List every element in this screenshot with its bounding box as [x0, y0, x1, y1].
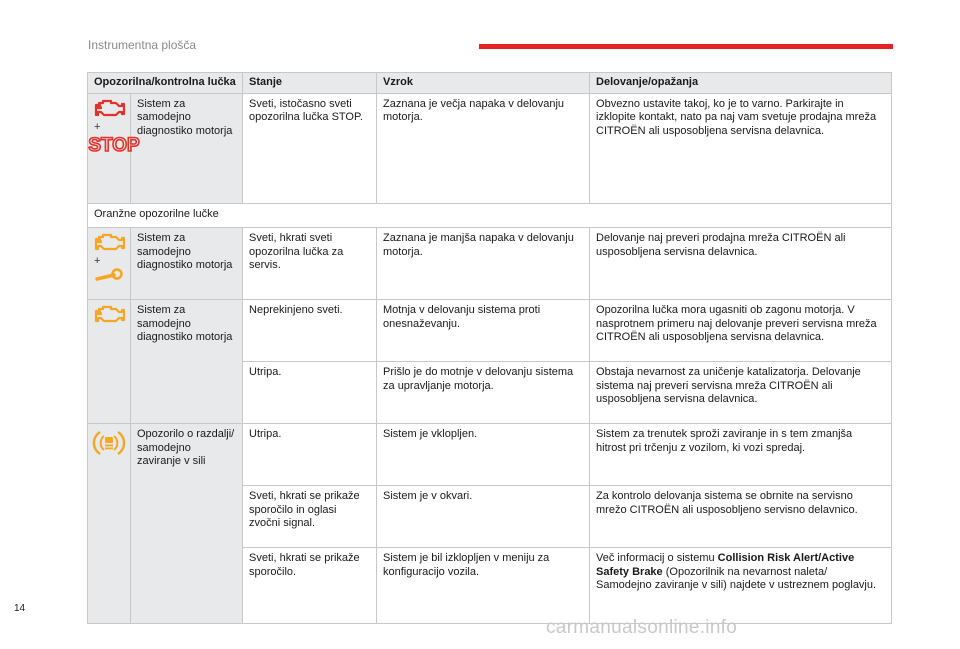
- vzrok-cell: Motnja v delovanju sistema proti onesnaževanju.: [377, 300, 590, 362]
- delovanje-cell: Obvezno ustavite takoj, ko je to varno. Parkirajte in izklopite kontakt, nato pa naj vam svetuje prodajna mreža CITROËN ali usposobljena servisna delavnica.: [590, 93, 892, 203]
- delovanje-text-pre: Več informacij o sistemu: [596, 552, 718, 564]
- stanje-cell: Utripa.: [243, 362, 377, 424]
- lamp-name: Sistem za samodejno diagnostiko motorja: [131, 93, 243, 203]
- table-row: [88, 424, 892, 486]
- icon-cell: [88, 424, 131, 624]
- table-header-row: [88, 73, 892, 94]
- header-delovanje: Delovanje/opažanja: [590, 73, 892, 94]
- delovanje-cell: Opozorilna lučka mora ugasniti ob zagonu motorja. V nasprotnem primeru naj delovanje preveri servisna mreža CITROËN ali usposobljena servisna delavnica.: [590, 300, 892, 362]
- lamp-name: Sistem za samodejno diagnostiko motorja: [131, 228, 243, 300]
- stanje-cell: Neprekinjeno sveti.: [243, 300, 377, 362]
- header-lamp: Opozorilna/kontrolna lučka: [88, 73, 243, 94]
- vzrok-cell: Prišlo je do motnje v delovanju sistema za upravljanje motorja.: [377, 362, 590, 424]
- engine-warning-icon: [94, 304, 126, 326]
- header-stanje: Stanje: [243, 73, 377, 94]
- delovanje-text-bold: Collision Risk Alert/Active Safety Brake: [596, 552, 855, 578]
- lamp-name: Opozorilo o razdalji/ samodejno zaviranje v sili: [131, 424, 243, 624]
- delovanje-cell: Delovanje naj preveri prodajna mreža CITROËN ali usposobljena servisna delavnica.: [590, 228, 892, 300]
- section-orange-lights: Oranžne opozorilne lučke: [88, 203, 892, 228]
- watermark: carmanualsonline.info: [546, 617, 738, 638]
- plus-sign: +: [94, 255, 101, 267]
- table-row: [88, 228, 892, 300]
- vzrok-cell: Sistem je bil izklopljen v meniju za konfiguracijo vozila.: [377, 548, 590, 624]
- table-row: [88, 300, 892, 362]
- stanje-cell: Sveti, hkrati se prikaže sporočilo.: [243, 548, 377, 624]
- vzrok-cell: Zaznana je manjša napaka v delovanju motorja.: [377, 228, 590, 300]
- plus-sign: +: [94, 120, 101, 133]
- delovanje-cell: [590, 548, 892, 624]
- page-number: 14: [14, 603, 26, 614]
- wrench-icon: [94, 268, 124, 284]
- delovanje-text-post: (Opozorilnik na nevarnost naleta/ Samodejno zaviranje v sili) najdete v ustreznem poglavju.: [596, 565, 877, 591]
- warning-lights-table: [87, 72, 892, 624]
- lamp-name: Sistem za samodejno diagnostiko motorja: [131, 300, 243, 424]
- stop-icon-text: STOP: [88, 134, 140, 156]
- stanje-cell: Utripa.: [243, 424, 377, 486]
- header-vzrok: Vzrok: [377, 73, 590, 94]
- table-row: [88, 93, 892, 203]
- icon-cell: [88, 228, 131, 300]
- stop-icon: [88, 134, 140, 156]
- page-section-title: Instrumentna plošča: [88, 38, 197, 52]
- stanje-cell: Sveti, istočasno sveti opozorilna lučka STOP.: [243, 93, 377, 203]
- engine-warning-icon: [94, 98, 126, 120]
- vzrok-cell: Zaznana je večja napaka v delovanju motorja.: [377, 93, 590, 203]
- delovanje-cell: Sistem za trenutek sproži zaviranje in s tem zmanjša hitrost pri trčenju z vozilom, ki vozi spredaj.: [590, 424, 892, 486]
- header-accent-bar: [479, 44, 893, 49]
- delovanje-cell: Obstaja nevarnost za uničenje katalizatorja. Delovanje sistema naj preveri servisna mreža CITROËN ali usposobljena servisna delavnica.: [590, 362, 892, 424]
- vzrok-cell: Sistem je v okvari.: [377, 486, 590, 548]
- stanje-cell: Sveti, hkrati sveti opozorilna lučka za servis.: [243, 228, 377, 300]
- vzrok-cell: Sistem je vklopljen.: [377, 424, 590, 486]
- section-row: [88, 203, 892, 228]
- icon-cell: [88, 300, 131, 424]
- stanje-cell: Sveti, hkrati se prikaže sporočilo in oglasi zvočni signal.: [243, 486, 377, 548]
- delovanje-cell: Za kontrolo delovanja sistema se obrnite na servisno mrežo CITROËN ali usposobljeno servisno delavnico.: [590, 486, 892, 548]
- icon-cell: [88, 93, 140, 203]
- engine-warning-icon: [94, 232, 126, 254]
- collision-alert-icon: [94, 428, 124, 458]
